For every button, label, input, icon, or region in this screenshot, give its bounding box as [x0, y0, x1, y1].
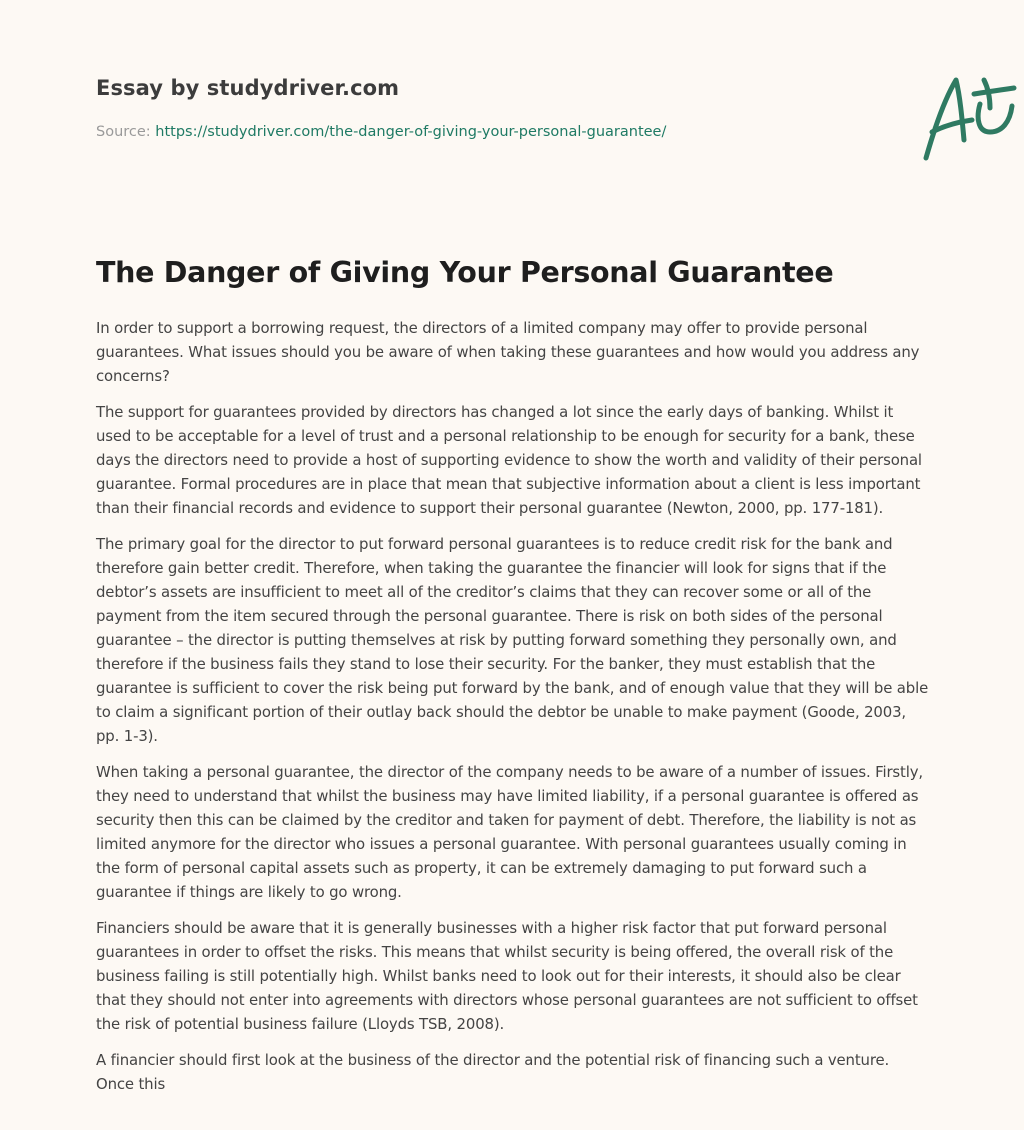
- essay-paragraph: The primary goal for the director to put forward personal guarantees is to reduce credit risk for the bank and therefore gain better credit. Therefore, when taking the guarantee the financier will look for signs that if the debtor’s assets are insufficient to meet all of the creditor’s claims that they can recover some or all of the payment from the item secured through the personal guarantee. There is risk on both sides of the personal guarantee – the director is putting themselves at risk by putting forward something they personally own, and therefore if the business fails they stand to lose their security. For the banker, they must establish that the guarantee is sufficient to cover the risk being put forward by the bank, and of enough value that they will be able to claim a significant portion of their outlay back should the debtor be unable to make payment (Goode, 2003, pp. 1-3).: [96, 535, 929, 745]
- essay-paragraph: Financiers should be aware that it is generally businesses with a higher risk factor that put forward personal guarantees in order to offset the risks. This means that whilst security is being offered, the overall risk of the business failing is still potentially high. Whilst banks need to look out for their interests, it should also be clear that they should not enter into agreements with directors whose personal guarantees are not sufficient to offset the risk of potential business failure (Lloyds TSB, 2008).: [96, 919, 918, 1033]
- essay-paragraph: A financier should first look at the business of the director and the potential risk of financing such a venture. Once this: [96, 1051, 890, 1093]
- site-title: Essay by studydriver.com: [96, 76, 400, 100]
- source-link[interactable]: https://studydriver.com/the-danger-of-giving-your-personal-guarantee/: [155, 124, 667, 140]
- essay-paragraph: In order to support a borrowing request, the directors of a limited company may offer to provide personal guarantees. What issues should you be aware of when taking these guarantees and how would you address any concerns?: [96, 319, 920, 385]
- essay-paragraph: When taking a personal guarantee, the director of the company needs to be aware of a number of issues. Firstly, they need to understand that whilst the business may have limited liability, if a personal guarantee is offered as security then this can be claimed by the creditor and taken for payment of debt. Therefore, the liability is not as limited anymore for the director who issues a personal guarantee. With personal guarantees usually coming in the form of personal capital assets such as property, it can be extremely damaging to put forward such a guarantee if things are likely to go wrong.: [96, 763, 923, 901]
- essay-body: [96, 316, 930, 1108]
- essay-paragraph: The support for guarantees provided by directors has changed a lot since the early days of banking. Whilst it used to be acceptable for a level of trust and a personal relationship to be enough for security for a bank, these days the directors need to provide a host of supporting evidence to show the worth and validity of their personal guarantee. Formal procedures are in place that mean that subjective information about a client is less important than their financial records and evidence to support their personal guarantee (Newton, 2000, pp. 177-181).: [96, 403, 922, 517]
- source-label: Source:: [96, 124, 151, 140]
- essay-title: The Danger of Giving Your Personal Guarantee: [96, 256, 834, 289]
- a-plus-logo-icon: [918, 66, 1024, 166]
- source-line: [96, 124, 666, 140]
